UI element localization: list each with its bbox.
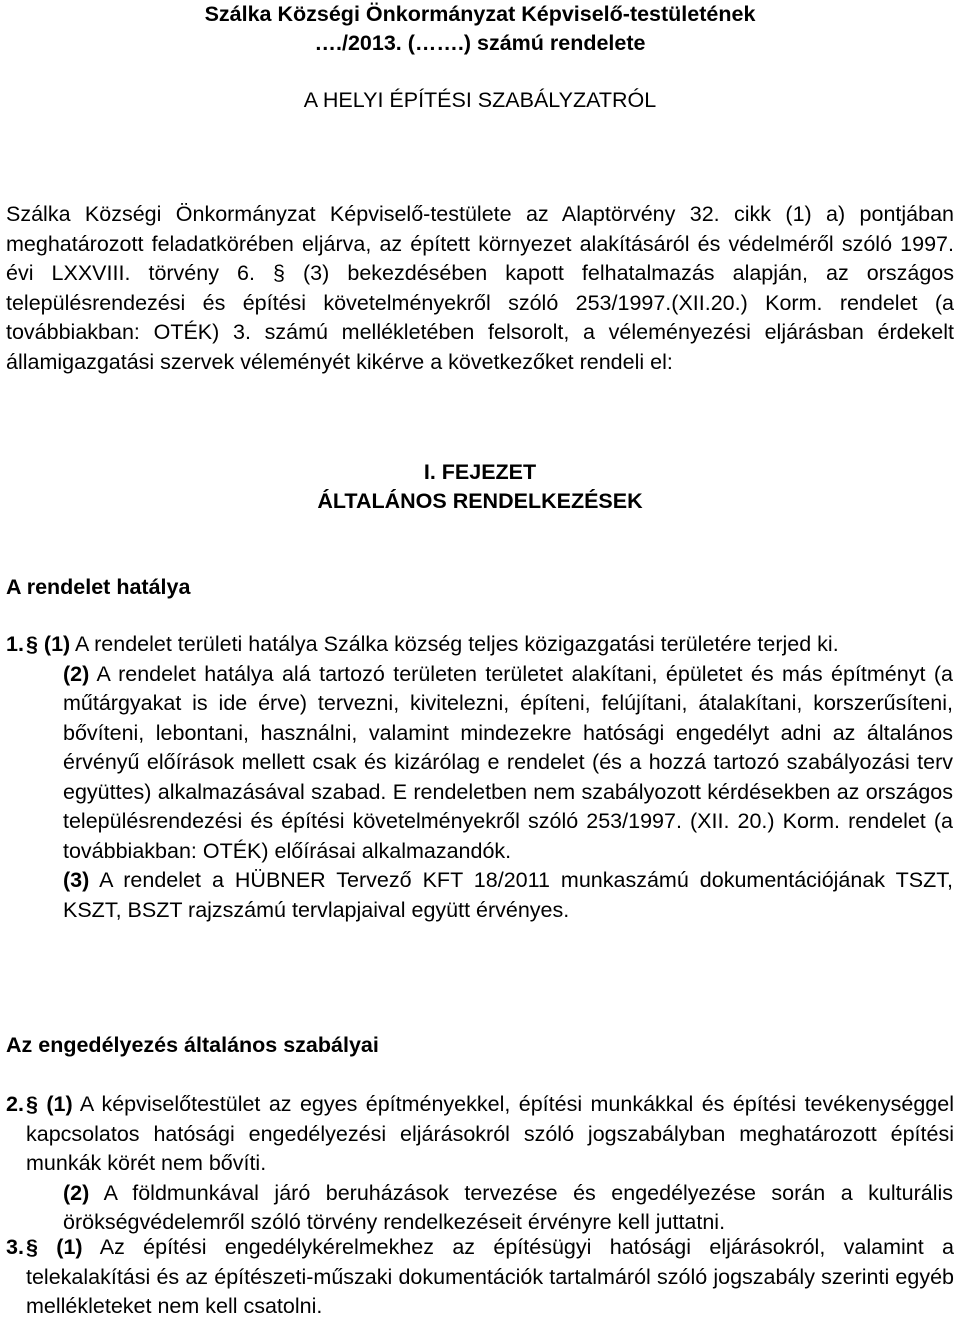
article-2-para-2 [6, 1179, 953, 1238]
article-2-para-1 [6, 1090, 954, 1179]
document-subtitle: A HELYI ÉPÍTÉSI SZABÁLYZATRÓL [303, 88, 657, 112]
paragraph-mark: (2) [63, 661, 90, 686]
section-heading: Az engedélyezés általános szabályai [6, 1033, 379, 1057]
paragraph-text: A földmunkával járó beruházások tervezése és engedélyezése során a kulturális örökségvédelemről szóló törvény rendelkezéseit érvényre kell juttatni. [63, 1180, 953, 1234]
section-heading: A rendelet hatálya [6, 575, 191, 599]
paragraph-mark: (3) [63, 868, 90, 892]
title-line-2: …./2013. (…….) számú rendelete [314, 31, 646, 55]
article-1-para-1 [6, 630, 954, 660]
paragraph-mark: § (1) [26, 1235, 83, 1259]
paragraph-mark: (2) [63, 1180, 90, 1205]
article-number: 1. [6, 632, 24, 656]
title-line-1: Szálka Községi Önkormányzat Képviselő-testületének [204, 2, 756, 26]
chapter-number: I. FEJEZET [423, 460, 537, 484]
article-2 [6, 1090, 954, 1238]
paragraph-mark: § (1) [26, 1092, 73, 1116]
article-3-para-1 [6, 1233, 954, 1322]
article-1 [6, 630, 954, 925]
article-number: 2. [6, 1092, 24, 1116]
paragraph-text: A rendelet a HÜBNER Tervező KFT 18/2011 munkaszámú dokumentációjának TSZT, KSZT, BSZT rajzszámú tervlapjaival együtt érvényes. [63, 868, 953, 922]
article-number: 3. [6, 1235, 24, 1259]
article-1-para-3 [6, 866, 953, 925]
paragraph-text: A rendelet területi hatálya Szálka község teljes közigazgatási területére terjed ki. [70, 632, 839, 656]
chapter-title: ÁLTALÁNOS RENDELKEZÉSEK [317, 489, 643, 513]
paragraph-mark: § (1) [26, 632, 71, 656]
paragraph-text: Az építési engedélykérelmekhez az építésügyi hatósági eljárásokról, valamint a telekalakítási és az építészeti-műszaki dokumentációk tartalmáról szóló jogszabály szerinti egyéb mellékleteket nem kell csatolni. [26, 1235, 954, 1318]
article-1-para-2 [6, 660, 953, 867]
paragraph-text: A képviselőtestület az egyes építményekkel, építési munkákkal és építési tevékenységgel kapcsolatos hatósági engedélyezési eljárásokról szóló jogszabályban meghatározott építési munkák körét nem bővíti. [26, 1092, 954, 1175]
document-title [0, 0, 960, 58]
preamble-paragraph: Szálka Községi Önkormányzat Képviselő-testülete az Alaptörvény 32. cikk (1) a) pontjában meghatározott feladatkörében eljárva, az épített környezet alakításáról és védelméről szóló 1997. évi LXXVIII. törvény 6. § (3) bekezdésében kapott felhatalmazás alapján, az országos településrendezési és építési követelményekről szóló 253/1997.(XII.20.) Korm. rendelet (a továbbiakban: OTÉK) 3. számú mellékletében felsorolt, a véleményezési eljárásban érdekelt államigazgatási szervek véleményét kikérve a következőket rendeli el: [6, 202, 954, 374]
chapter-heading [0, 458, 960, 516]
article-3 [6, 1233, 954, 1322]
paragraph-text: A rendelet hatálya alá tartozó területen területet alakítani, épületet és más építményt (a műtárgyakat is ide érve) tervezni, kivitelezni, építeni, felújítani, átalakítani, korszerűsíteni, bővíteni, lebontani, használni, valamint mindezekre hatósági engedélyt adni az általános érvényű előírások mellett csak és kizárólag e rendelet (és a hozzá tartozó szabályozási terv együttes) alkalmazásával szabad. E rendeletben nem szabályozott kérdésekben az országos településrendezési és építési követelményekről szóló 253/1997. (XII. 20.) Korm. rendelet (a továbbiakban: OTÉK) előírásai alkalmazandók. [63, 661, 953, 863]
